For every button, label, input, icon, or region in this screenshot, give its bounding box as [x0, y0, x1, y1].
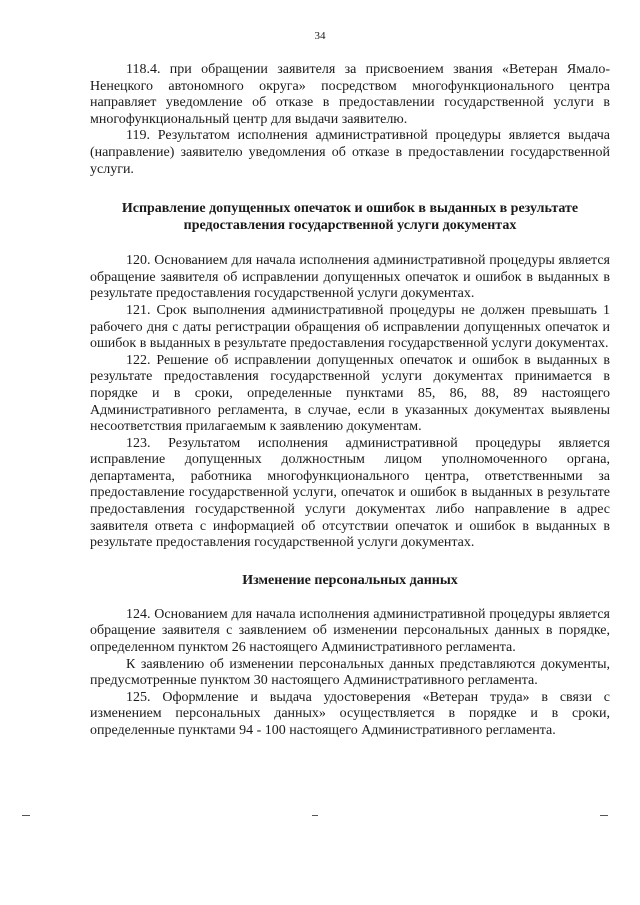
paragraph-121: 121. Срок выполнения административной процедуры не должен превышать 1 рабочего дня с даты регистрации обращения об исправлении допущенных опечаток и ошибок в выданных в результате предоставления государственной услуги документах. — [90, 302, 610, 352]
paragraph-125: 125. Оформление и выдача удостоверения «Ветеран труда» в связи с изменением персональных данных» осуществляется в порядке и в сроки, определенные пунктами 94 - 100 настоящего Административного регламента. — [90, 689, 610, 738]
paragraph-123: 123. Результатом исполнения административной процедуры является исправление допущенных должностным лицом уполномоченного органа, департамента, работника многофункционального центра, ответственными за предоставление государственной услуги, опечаток и ошибок в выданных в результате предоставления государственной услуги документах либо направление в адрес заявителя ответа с информацией об отсутствии опечаток и ошибок в выданных в результате предоставления государственной услуги документах. — [90, 435, 610, 551]
paragraph-119: 119. Результатом исполнения административной процедуры является выдача (направление) заявителю уведомления об отказе в предоставлении государственной услуги. — [90, 128, 610, 177]
paragraph-124: 124. Основанием для начала исполнения административной процедуры является обращение заявителя с заявлением об изменении персональных данных в порядке, определенном пунктом 26 настоящего Административного регламента. — [90, 606, 610, 656]
scan-mark-left — [22, 815, 30, 816]
paragraph-118-4: 118.4. при обращении заявителя за присвоением звания «Ветеран Ямало-Ненецкого автономного округа» посредством многофункционального центра направляет уведомление об отказе в предоставлении государственной услуги в многофункциональный центр для выдачи заявителю. — [90, 62, 610, 127]
document-body — [90, 62, 610, 740]
paragraph-122: 122. Решение об исправлении допущенных опечаток и ошибок в выданных в результате предоставления государственной услуги документах принимается в порядке и в сроки, определенные пунктами 85, 86, 88, 89 настоящего Административного регламента, в случае, если в указанных документах выявлены несоответствия прилагаемым к заявлению документам. — [90, 352, 610, 435]
scan-mark-center — [312, 815, 318, 816]
section-heading-corrections: Исправление допущенных опечаток и ошибок в выданных в результате предоставления государственной услуги документах — [121, 201, 579, 234]
scan-mark-right — [600, 815, 608, 816]
page-number: 34 — [314, 30, 326, 42]
paragraph-120: 120. Основанием для начала исполнения административной процедуры является обращение заявителя об исправлении допущенных опечаток и ошибок в выданных в результате предоставления государственной услуги документах. — [90, 253, 610, 302]
paragraph-124-documents: К заявлению об изменении персональных данных представляются документы, предусмотренные пунктом 30 настоящего Административного регламента. — [90, 656, 610, 689]
section-heading-personal-data: Изменение персональных данных — [242, 572, 458, 588]
